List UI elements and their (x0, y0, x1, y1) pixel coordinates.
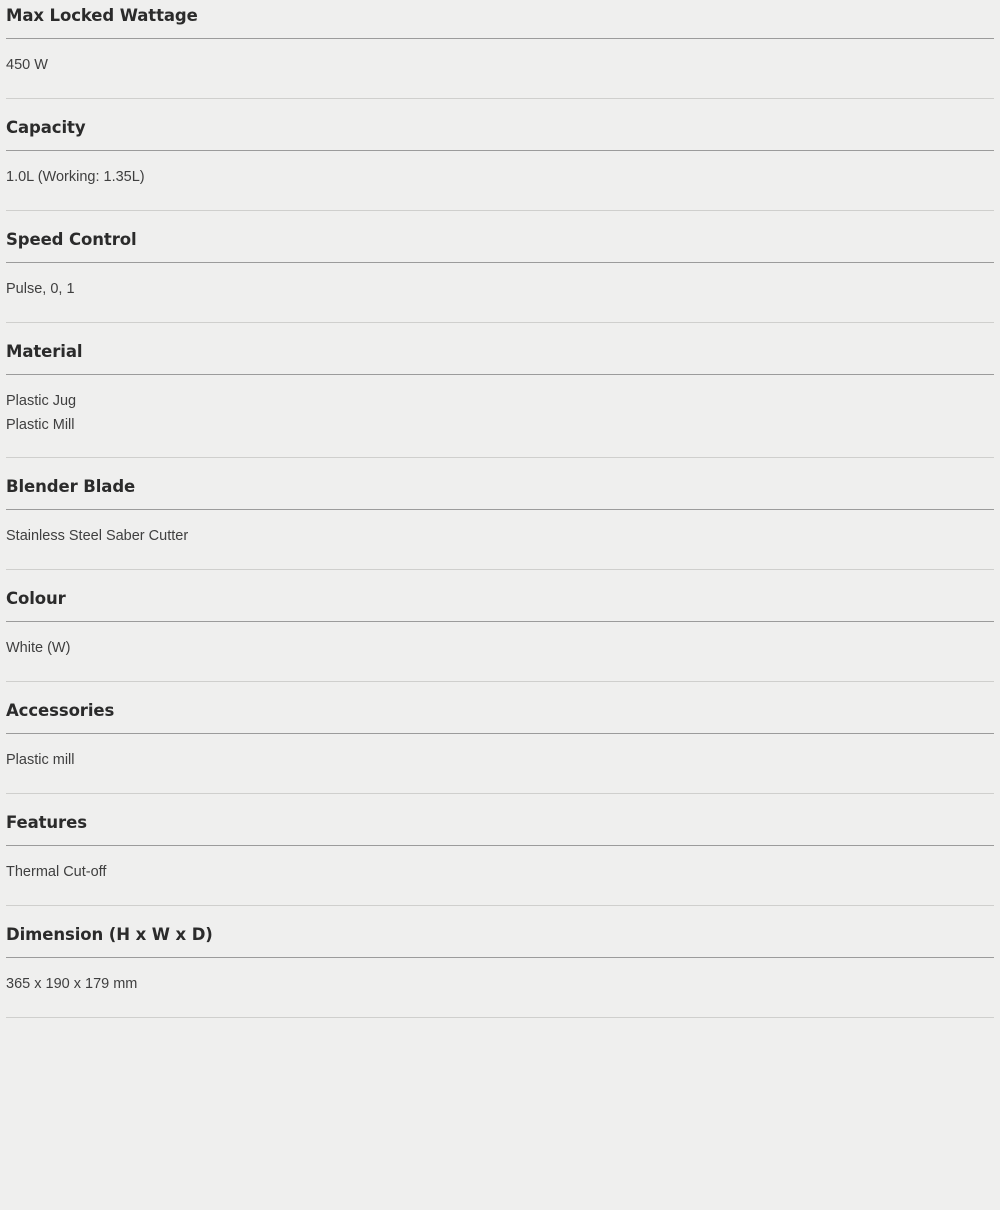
spec-value-line: 450 W (6, 56, 48, 73)
spec-value (6, 39, 994, 98)
spec-label: Features (6, 813, 87, 833)
spec-value (6, 510, 994, 569)
spec-label: Speed Control (6, 229, 137, 249)
spec-label: Blender Blade (6, 477, 136, 497)
spec-value (6, 958, 994, 1017)
spec-label: Dimension (H x W x D) (6, 925, 213, 945)
spec-row (0, 323, 1000, 459)
spec-value (6, 375, 994, 458)
spec-label: Capacity (6, 117, 86, 137)
spec-value-line: Stainless Steel Saber Cutter (6, 528, 189, 545)
spec-value-line: Pulse, 0, 1 (6, 280, 75, 297)
spec-value (6, 151, 994, 210)
spec-value-line: White (W) (6, 640, 71, 657)
spec-value (6, 846, 994, 905)
spec-row (0, 682, 1000, 794)
spec-row (0, 0, 1000, 99)
spec-value (6, 734, 994, 793)
spec-row (0, 794, 1000, 906)
spec-row (0, 906, 1000, 1018)
spec-value (6, 263, 994, 322)
spec-row (0, 570, 1000, 682)
spec-label: Max Locked Wattage (6, 6, 198, 25)
spec-label: Material (6, 341, 83, 361)
spec-divider-light (6, 1017, 994, 1018)
spec-row (0, 458, 1000, 570)
spec-row (0, 99, 1000, 211)
spec-value-line: Thermal Cut-off (6, 864, 107, 881)
spec-row (0, 211, 1000, 323)
spec-value-line: Plastic Jug (6, 392, 77, 409)
spec-label: Colour (6, 589, 66, 609)
spec-value (6, 622, 994, 681)
spec-value-line: 1.0L (Working: 1.35L) (6, 168, 145, 185)
spec-value-line: Plastic Mill (6, 416, 75, 433)
spec-value-line: Plastic mill (6, 752, 75, 769)
spec-value-line: 365 x 190 x 179 mm (6, 976, 138, 993)
spec-label: Accessories (6, 701, 115, 721)
